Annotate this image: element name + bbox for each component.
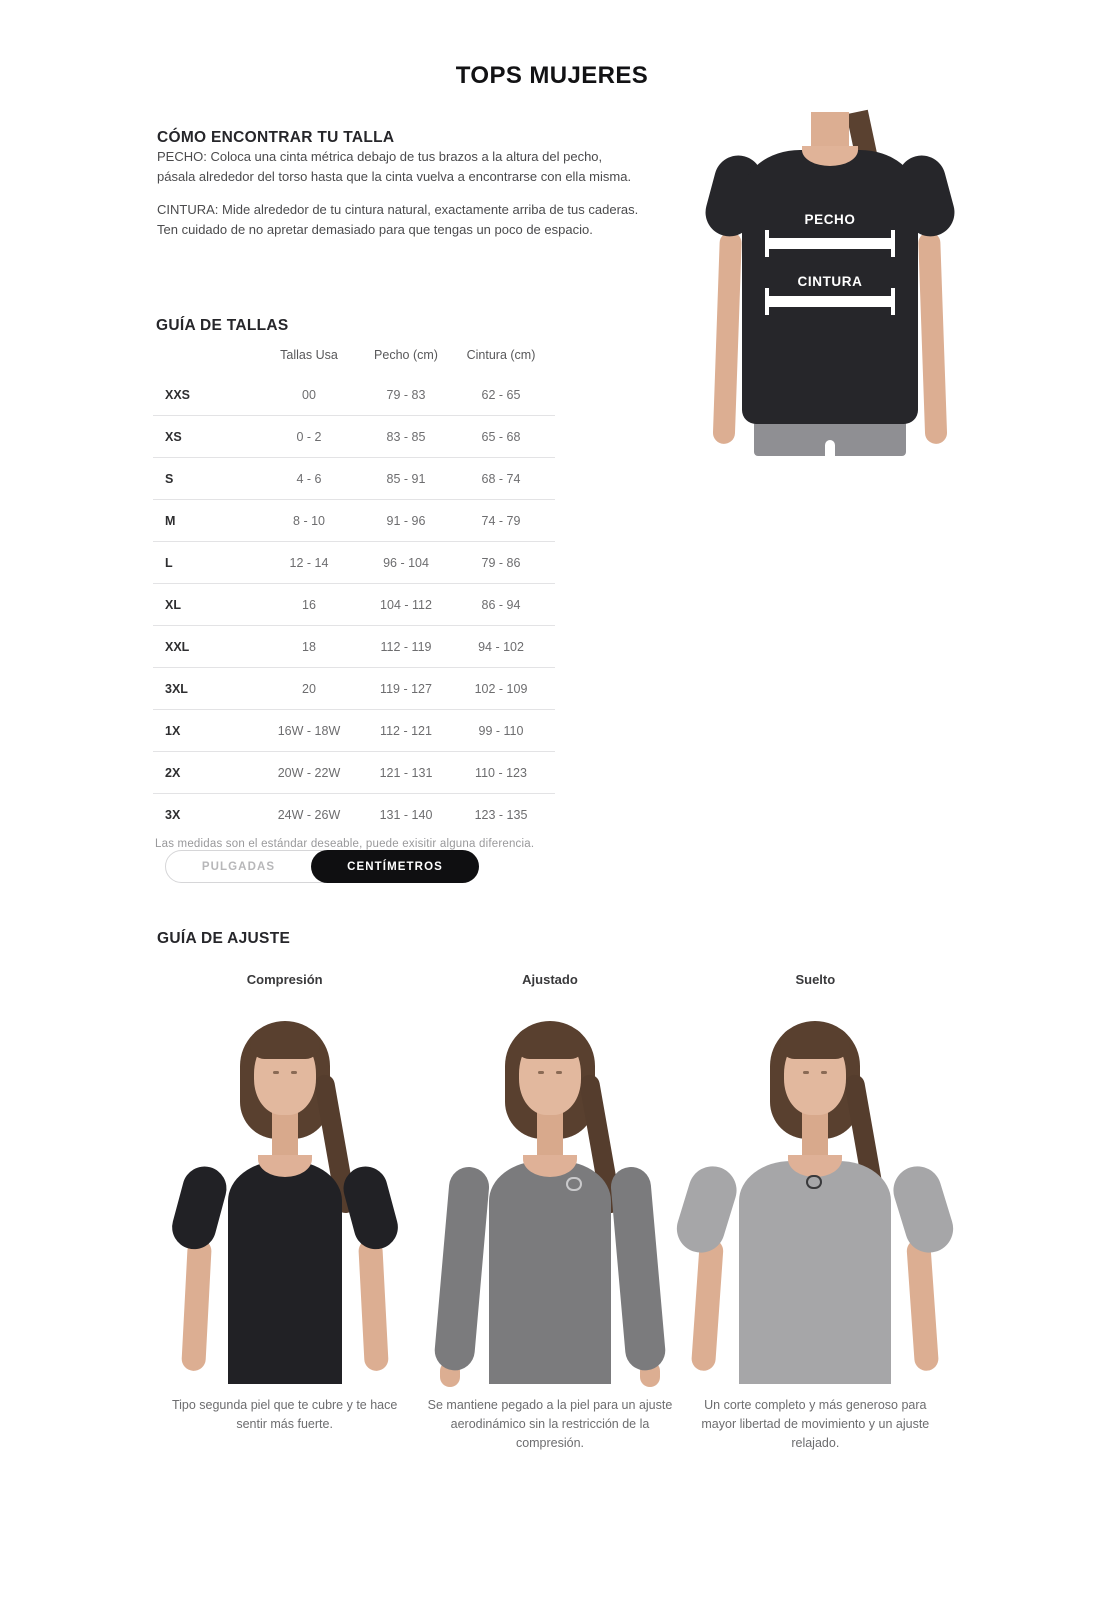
chest-range-cell: 104 - 112 [380, 597, 432, 612]
chest-range-cell: 85 - 91 [386, 471, 426, 486]
size-cell: XS [165, 429, 182, 444]
chest-range-cell: 119 - 127 [380, 681, 432, 696]
table-row [153, 794, 555, 836]
fit-card [417, 972, 682, 1452]
fit-guide-grid [152, 972, 948, 1452]
table-row [153, 584, 555, 626]
chest-range-cell: 131 - 140 [379, 807, 433, 822]
size-cell: XXL [165, 639, 190, 654]
fit-description: Un corte completo y más generoso para mayor libertad de movimiento y un ajuste relajado. [701, 1398, 930, 1450]
chest-range-cell: 79 - 83 [386, 387, 426, 402]
usa-size-cell: 12 - 14 [289, 555, 329, 570]
usa-size-cell: 4 - 6 [296, 471, 322, 486]
chest-measure-band [767, 238, 893, 249]
fit-description: Tipo segunda piel que te cubre y te hace sentir más fuerte. [171, 1398, 398, 1431]
model-right-arm [906, 1238, 939, 1371]
waist-range-cell: 65 - 68 [481, 429, 521, 444]
size-cell: 1X [165, 723, 181, 738]
size-cell: L [165, 555, 173, 570]
model-right-sleeve [609, 1165, 667, 1372]
column-header-cintura: Cintura (cm) [466, 348, 536, 362]
waist-range-cell: 68 - 74 [481, 471, 521, 486]
usa-size-cell: 24W - 26W [277, 807, 341, 822]
chest-range-cell: 121 - 131 [379, 765, 433, 780]
model-left-arm [713, 232, 742, 445]
usa-size-cell: 16W - 18W [277, 723, 341, 738]
model-right-arm [358, 1238, 389, 1371]
model-eyes [273, 1071, 279, 1074]
model-left-sleeve [433, 1165, 491, 1372]
model-face [784, 1033, 846, 1115]
size-table-body [153, 374, 555, 835]
model-left-sleeve [167, 1162, 231, 1255]
fit-guide-heading: GUÍA DE AJUSTE [157, 929, 291, 947]
usa-size-cell: 00 [302, 387, 316, 402]
usa-size-cell: 18 [302, 639, 316, 654]
size-cell: XXS [165, 387, 191, 402]
table-row [153, 626, 555, 668]
table-row [153, 500, 555, 542]
fit-model-image [695, 1009, 935, 1384]
model-face [254, 1033, 316, 1115]
waist-range-cell: 79 - 86 [481, 555, 521, 570]
ua-logo-icon [566, 1177, 584, 1191]
size-cell: M [165, 513, 176, 528]
chest-range-cell: 91 - 96 [386, 513, 426, 528]
model-shirt [739, 1161, 891, 1384]
waist-range-cell: 99 - 110 [478, 723, 524, 738]
size-cell: S [165, 471, 174, 486]
fit-card [683, 972, 948, 1452]
model-left-sleeve [671, 1160, 743, 1258]
size-guide-heading: GUÍA DE TALLAS [156, 316, 289, 334]
waist-range-cell: 94 - 102 [478, 639, 524, 654]
usa-size-cell: 16 [302, 597, 316, 612]
chest-range-cell: 112 - 119 [380, 639, 432, 654]
size-cell: 2X [165, 765, 181, 780]
how-to-section [157, 147, 639, 253]
fit-label: Suelto [795, 972, 836, 987]
table-row [153, 542, 555, 584]
fit-description: Se mantiene pegado a la piel para un ajuste aerodinámico sin la restricción de la compresión. [427, 1398, 673, 1450]
table-row [153, 752, 555, 794]
waist-range-cell: 74 - 79 [481, 513, 521, 528]
usa-size-cell: 8 - 10 [293, 513, 325, 528]
unit-option-pulgadas[interactable]: PULGADAS [201, 860, 276, 873]
table-row [153, 710, 555, 752]
model-left-arm [691, 1238, 724, 1371]
ua-logo-icon [806, 1175, 824, 1189]
waist-range-cell: 62 - 65 [481, 387, 521, 402]
model-shirt [489, 1161, 611, 1384]
fit-model-image [165, 1009, 405, 1384]
unit-toggle [165, 850, 479, 883]
waist-band-label: CINTURA [797, 274, 863, 289]
page-title: TOPS MUJERES [455, 62, 649, 90]
how-to-heading: CÓMO ENCONTRAR TU TALLA [157, 128, 395, 146]
model-eyes [803, 1071, 809, 1074]
column-header-size [153, 342, 253, 374]
size-cell: XL [165, 597, 181, 612]
column-header-tallas-usa: Tallas Usa [280, 348, 338, 362]
usa-size-cell: 0 - 2 [296, 429, 322, 444]
model-face [519, 1033, 581, 1115]
waist-measure-band [767, 296, 893, 307]
column-header-pecho: Pecho (cm) [374, 348, 438, 362]
table-row [153, 668, 555, 710]
chest-range-cell: 96 - 104 [383, 555, 429, 570]
table-row [153, 416, 555, 458]
chest-band-label: PECHO [804, 212, 856, 227]
waist-range-cell: 123 - 135 [474, 807, 528, 822]
table-row [153, 374, 555, 416]
waist-range-cell: 110 - 123 [475, 765, 527, 780]
model-shirt [228, 1161, 342, 1384]
waist-range-cell: 102 - 109 [474, 681, 528, 696]
model-right-sleeve [338, 1162, 402, 1255]
size-cell: 3XL [165, 681, 188, 696]
model-right-arm [918, 232, 947, 445]
fit-label: Compresión [246, 972, 323, 987]
model-eyes [538, 1071, 544, 1074]
measurement-model-image [690, 112, 970, 456]
table-header-row [153, 342, 555, 374]
usa-size-cell: 20 [302, 681, 316, 696]
chest-instructions: PECHO: Coloca una cinta métrica debajo de tus brazos a la altura del pecho, pásala alrededor del torso hasta que la cinta vuelva a encontrarse con ella misma. [157, 149, 632, 184]
model-right-sleeve [888, 1160, 960, 1258]
chest-range-cell: 83 - 85 [386, 429, 426, 444]
fit-model-image [430, 1009, 670, 1384]
waist-instructions: CINTURA: Mide alrededor de tu cintura natural, exactamente arriba de tus caderas. Ten cuidado de no apretar demasiado para que tengas un poco de espacio. [157, 202, 639, 237]
fit-label: Ajustado [522, 972, 578, 987]
chest-range-cell: 112 - 121 [380, 723, 432, 738]
waist-range-cell: 86 - 94 [481, 597, 521, 612]
table-row [153, 458, 555, 500]
usa-size-cell: 20W - 22W [277, 765, 341, 780]
model-left-arm [181, 1238, 212, 1371]
size-table [153, 342, 555, 835]
fit-card [152, 972, 417, 1452]
size-cell: 3X [165, 807, 181, 822]
unit-option-centimetros[interactable]: CENTÍMETROS [311, 850, 479, 883]
size-guide-note: Las medidas son el estándar deseable, puede exisitir alguna diferencia. [155, 837, 535, 850]
